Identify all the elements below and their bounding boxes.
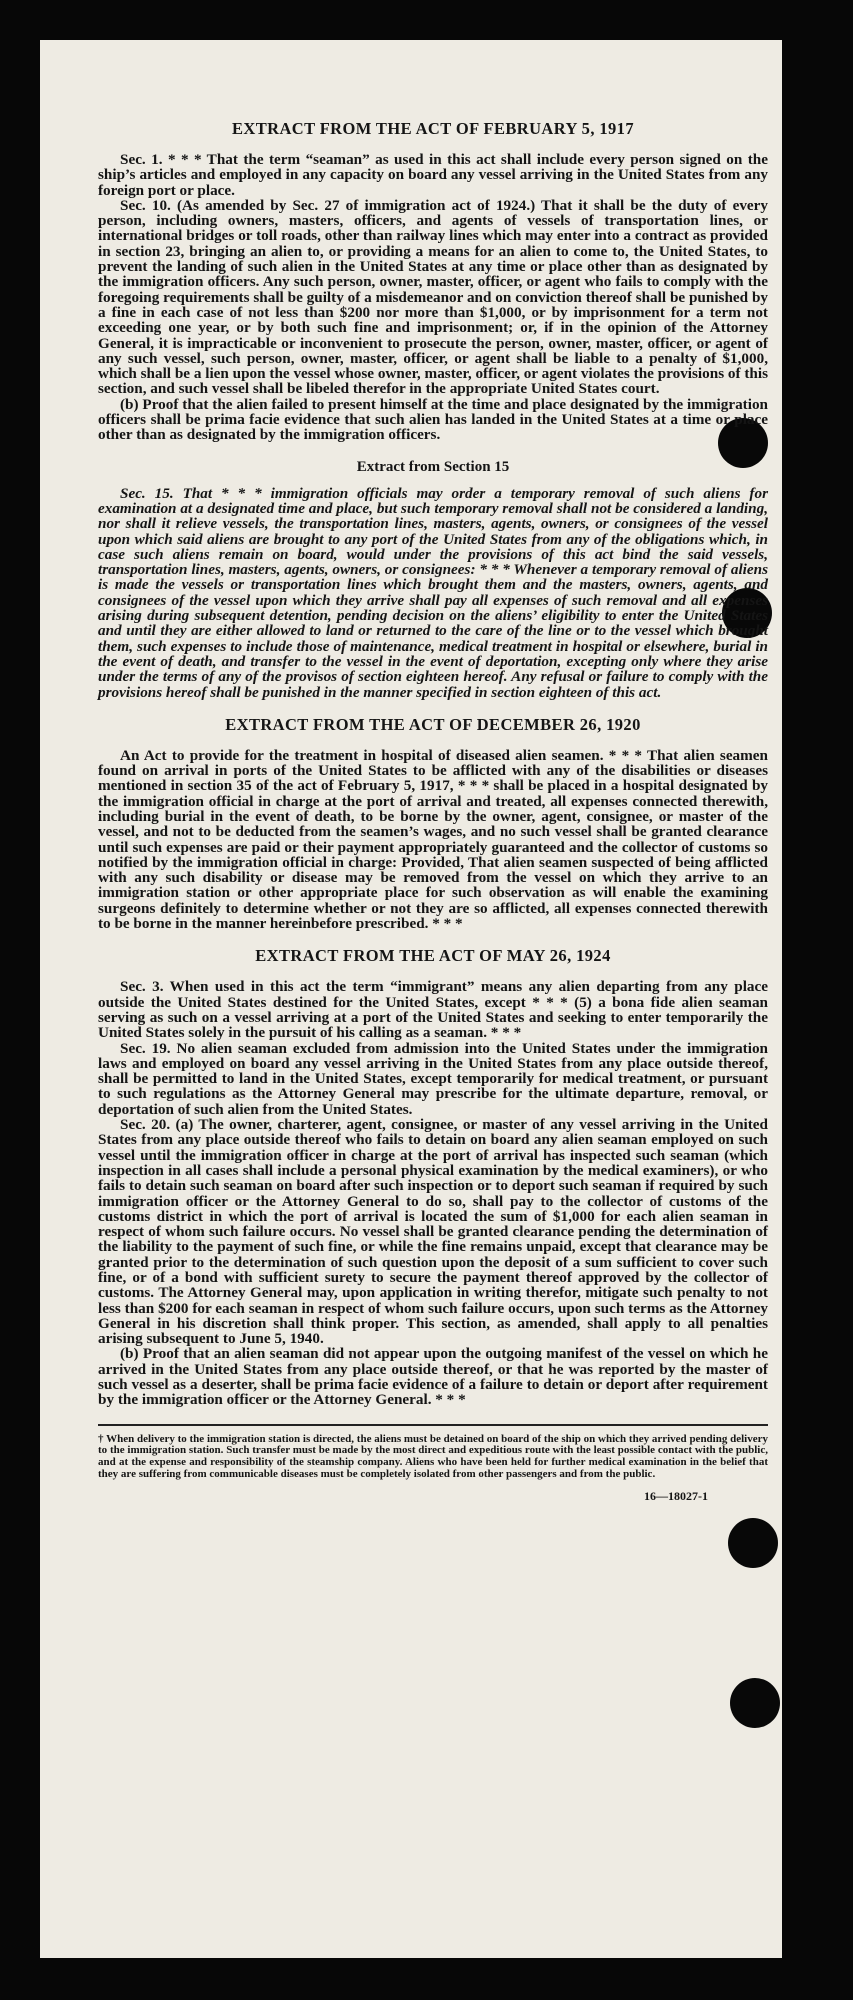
- section-act-1920: [98, 748, 768, 932]
- punch-hole: [730, 1678, 780, 1728]
- heading-act-1924: EXTRACT FROM THE ACT OF MAY 26, 1924: [255, 946, 611, 966]
- paragraph-sec10: Sec. 10. (As amended by Sec. 27 of immigration act of 1924.) That it shall be the duty of every person, including owners, masters, officers, and agents of vessels of transportation lines, or international bridges or toll roads, other than railway lines which may enter into a contract as provided in section 23, bringing an alien to, or providing a means for an alien to come to, the United States, to prevent the landing of such alien in the United States at any time or place other than as designated by the immigration officers. Any such person, owner, master, officer, or agent who fails to comply with the foregoing requirements shall be guilty of a misdemeanor and on conviction thereof shall be punished by a fine in each case of not less than $200 nor more than $1,000, or by imprisonment for a term not exceeding one year, or by both such fine and imprisonment; or, if in the opinion of the Attorney General, it is impracticable or inconvenient to prosecute the person, owner, master, officer, or agent of any such vessel, such person, owner, master, officer, or agent shall be liable to a penalty of $1,000, which shall be a lien upon the vessel whose owner, master, officer, or agent violates the provisions of this section, and such vessel shall be libeled therefor in the appropriate United States court.: [98, 196, 768, 398]
- heading-act-1917: EXTRACT FROM THE ACT OF FEBRUARY 5, 1917: [232, 119, 634, 138]
- section-15: [98, 486, 768, 700]
- heading-act-1920: EXTRACT FROM THE ACT OF DECEMBER 26, 1920: [225, 714, 641, 734]
- paragraph-1920: An Act to provide for the treatment in hospital of diseased alien seamen. * * * That alien seamen found on arrival in ports of the United States to be afflicted with any of the disabilities or diseases mentioned in section 35 of the act of February 5, 1917, * * * shall be placed in a hospital designated by the immigration official in charge at the port of arrival and treated, all expenses connected therewith, including burial in the event of death, to be borne by the owner, agent, consignee, or master of the vessel, and not to be deducted from the seamen’s wages, and no such vessel shall be granted clearance until such expenses are paid or their payment appropriately guaranteed and the collector of customs so notified by the immigration official in charge: Provided, That alien seamen suspected of being afflicted with any such disability or disease may be removed from the vessel on which they arrive to an immigration station or other appropriate place for such observation as will enable the examining surgeons definitely to determine whether or not they are so afflicted, all expenses connected therewith to be borne in the manner hereinbefore prescribed. * * *: [98, 746, 768, 933]
- form-code: 16—18027-1: [644, 1488, 708, 1503]
- document-body: [98, 120, 768, 1504]
- heading-section-15: Extract from Section 15: [356, 458, 510, 475]
- section-act-1917: [98, 152, 768, 443]
- paragraph-sec20a: Sec. 20. (a) The owner, charterer, agent, consignee, or master of any vessel arriving in the United States from any place outside thereof who fails to detain on board any alien seaman employed on such vessel until the immigration officer in charge at the port of arrival has inspected such seaman (which inspection in all cases shall include a personal physical examination by the medical examiners), or who fails to detain such seaman on board after such inspection or to deport such seaman if required by such immigration officer or the Attorney General to do so, shall pay to the collector of customs of the customs district in which the port of arrival is located the sum of $1,000 for each alien seaman in respect of whom such failure occurs. No vessel shall be granted clearance pending the determination of the liability to the payment of such fine, or while the fine remains unpaid, except that clearance may be granted prior to the determination of such question upon the deposit of a sum sufficient to cover such fine, or of a bond with sufficient surety to secure the payment thereof approved by the collector of customs. The Attorney General may, upon application in writing therefor, mitigate such penalty to not less than $200 for each seaman in respect of whom such failure occurs, upon such terms as the Attorney General in his discretion shall think proper. This section, as amended, shall apply to all penalties arising subsequent to June 5, 1940.: [98, 1116, 768, 1348]
- paragraph-sec10b: (b) Proof that the alien failed to present himself at the time and place designated by the immigration officers shall be prima facie evidence that such alien has landed in the United States at a time or place other than as designated by the immigration officers.: [98, 395, 768, 444]
- paragraph-sec19: Sec. 19. No alien seaman excluded from admission into the United States under the immigration laws and employed on board any vessel arriving in the United States from any place outside thereof, shall be permitted to land in the United States, except temporarily for medical treatment, or pursuant to such regulations as the Attorney General may prescribe for the ultimate departure, removal, or deportation of such alien from the United States.: [98, 1039, 768, 1118]
- paragraph-sec20b: (b) Proof that an alien seaman did not appear upon the outgoing manifest of the vessel on which he arrived in the United States from any place outside thereof, or that he was reported by the master of such vessel as a deserter, shall be prima facie evidence of a failure to detain or deport after requirement by the immigration officer or the Attorney General. * * *: [98, 1345, 768, 1409]
- document-page: [40, 40, 782, 1958]
- footnote-rule: [98, 1424, 768, 1426]
- punch-hole: [728, 1518, 778, 1568]
- paragraph-sec15: Sec. 15. That * * * immigration officials may order a temporary removal of such aliens for examination at a designated time and place, but such temporary removal shall not be considered a landing, nor shall it relieve vessels, the transportation lines, masters, agents, owners, or consignees of the vessel upon which said aliens are brought to any port of the United States from any of the obligations which, in case such aliens remain on board, would under the provisions of this act bind the said vessels, transportation lines, masters, agents, owners, or consignees: * * * Whenever a temporary removal of aliens is made the vessels or transportation lines which brought them and the masters, owners, agents, and consignees of the vessel upon which they arrive shall pay all expenses of such removal and all expenses arising during subsequent detention, pending decision on the aliens’ eligibility to enter the United States and until they are either allowed to land or returned to the care of the line or to the vessel which brought them, such expenses to include those of maintenance, medical treatment in hospital or elsewhere, burial in the event of death, and transfer to the vessel in the event of deportation, excepting only where they arise under the terms of any of the provisos of section eighteen hereof. Any refusal or failure to comply with the provisions hereof shall be punished in the manner specified in section eighteen of this act.: [98, 484, 768, 701]
- footnote: † When delivery to the immigration station is directed, the aliens must be detained on board of the ship on which they arrived pending delivery to the immigration station. Such transfer must be made by the most direct and expeditious route with the least possible contact with the public, and at the expense and responsibility of the steamship company. Aliens who have been held for further medical examination in the belief that they are suffering from communicable diseases must be completely isolated from other passengers and from the public.: [98, 1432, 768, 1481]
- paragraph-sec3: Sec. 3. When used in this act the term “immigrant” means any alien departing from any place outside the United States destined for the United States, except * * * (5) a bona fide alien seaman serving as such on a vessel arriving at a port of the United States and seeking to enter temporarily the United States solely in the pursuit of his calling as a seaman. * * *: [98, 978, 768, 1042]
- paragraph-sec1: Sec. 1. * * * That the term “seaman” as used in this act shall include every person signed on the ship’s articles and employed in any capacity on board any vessel arriving in the United States from any foreign port or place.: [98, 151, 768, 199]
- section-act-1924: [98, 979, 768, 1407]
